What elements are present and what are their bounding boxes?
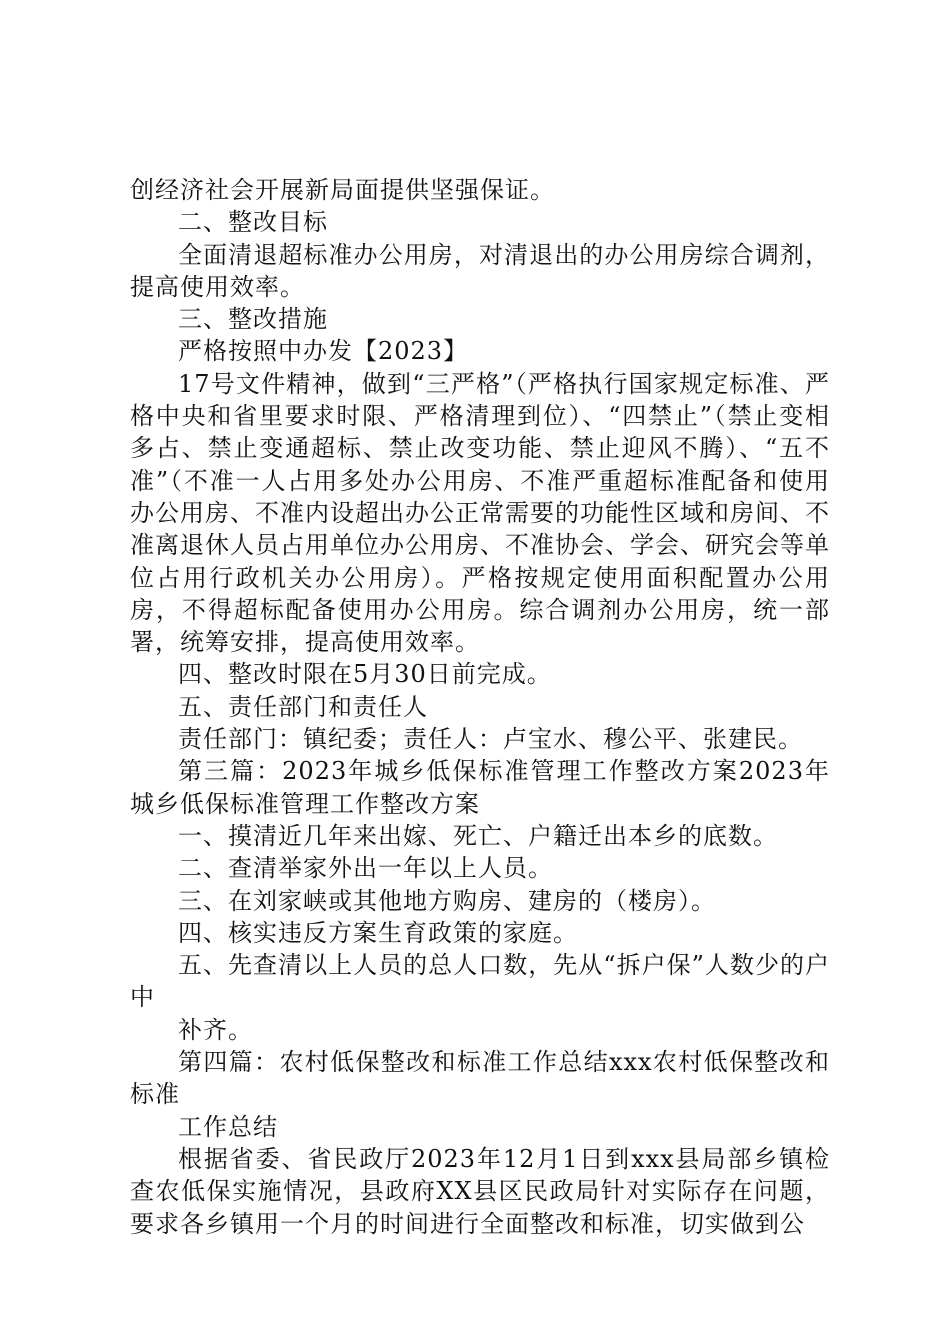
paragraph-3: 全面清退超标准办公用房，对清退出的办公用房综合调剂，提高使用效率。 [130, 240, 830, 301]
paragraph-7: 四、整改时限在5月30日前完成。 [178, 660, 552, 689]
section-three-title: 第三篇：2023年城乡低保标准管理工作整改方案2023年城乡低保标准管理工作整改方案 [130, 757, 830, 818]
heading-rectification-measures: 三、整改措施 [178, 305, 328, 334]
paragraph-11: 一、摸清近几年来出嫁、死亡、户籍迁出本乡的底数。 [178, 821, 778, 850]
paragraph-6: 17号文件精神，做到“三严格”（严格执行国家规定标准、严格中央和省里要求时限、严格清理到位）、“四禁止”（禁止变相多占、禁止变通超标、禁止改变功能、禁止迎风不腾）、“五不准”（不准一人占用多处办公用房、不准严重超标准配备和使用办公用房、不准内设超出办公正常需要的功能性区域和房间、不准离退休人员占用单位办公用房、不准协会、学会、研究会等单位占用行政机关办公用房）。严格按规定使用面积配置办公用房，不得超标配备使用办公用房。综合调剂办公用房，统一部署，统筹安排，提高使用效率。 [130, 369, 830, 657]
paragraph-1: 创经济社会开展新局面提供坚强保证。 [130, 176, 555, 204]
heading-rectification-goals: 二、整改目标 [178, 208, 328, 237]
document-body [130, 174, 830, 1240]
paragraph-14: 四、核实违反方案生育政策的家庭。 [178, 918, 578, 947]
paragraph-9: 责任部门：镇纪委；责任人：卢宝水、穆公平、张建民。 [178, 725, 803, 754]
paragraph-5: 严格按照中办发【2023】 [178, 337, 469, 366]
paragraph-18: 工作总结 [178, 1112, 278, 1141]
paragraph-13: 三、在刘家峡或其他地方购房、建房的（楼房）。 [178, 886, 716, 915]
heading-responsible-parties: 五、责任部门和责任人 [178, 692, 428, 721]
paragraph-16: 补齐。 [178, 1015, 253, 1044]
paragraph-19: 根据省委、省民政厅2023年12月1日到xxx县局部乡镇检查农低保实施情况，县政府XX县区民政局针对实际存在问题，要求各乡镇用一个月的时间进行全面整改和标准，切实做到公 [130, 1144, 830, 1238]
paragraph-12: 二、查清举家外出一年以上人员。 [178, 854, 553, 883]
paragraph-15: 五、先查清以上人员的总人口数，先从“拆户保”人数少的户中 [130, 951, 830, 1012]
section-four-title: 第四篇：农村低保整改和标准工作总结xxx农村低保整改和标准 [130, 1048, 830, 1109]
